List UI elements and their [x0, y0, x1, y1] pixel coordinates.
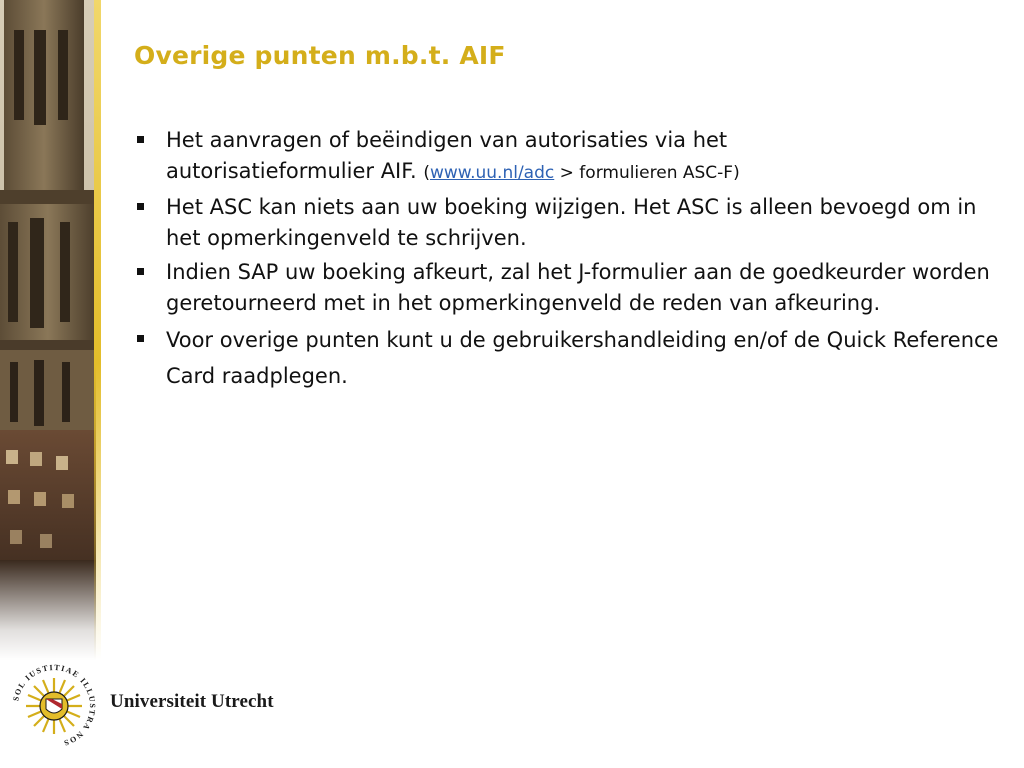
bullet-square-icon — [137, 268, 144, 275]
bullet-square-icon — [137, 335, 144, 342]
university-name: Universiteit Utrecht — [110, 691, 274, 712]
slide-title: Overige punten m.b.t. AIF — [134, 41, 506, 70]
bullet-list — [134, 125, 1004, 397]
bullet-item-sap — [134, 257, 1004, 319]
seal-text: SOL IUSTITIAE ILLUSTRA NOS — [11, 662, 98, 748]
bullet-text: Het ASC kan niets aan uw boeking wijzigen. Het ASC is alleen bevoegd om in het opmerkingenveld te schrijven. — [166, 195, 977, 250]
bullet-item-overige — [134, 322, 1004, 394]
link-suffix: > formulieren ASC-F) — [554, 163, 740, 183]
photo-fade — [0, 560, 96, 660]
bullet-text: Indien SAP uw boeking afkeurt, zal het J-formulier aan de goedkeurder worden geretourneerd met in het opmerkingenveld de reden van afkeuring. — [166, 260, 990, 315]
adc-link[interactable]: www.uu.nl/adc — [429, 163, 555, 183]
gold-accent-bar — [94, 0, 101, 660]
bullet-item-autorisaties — [134, 125, 1004, 189]
bullet-text: Voor overige punten kunt u de gebruikershandleiding en/of de Quick Reference Card raadplegen. — [166, 328, 999, 388]
paren-open: ( — [423, 163, 430, 183]
bullet-square-icon — [137, 136, 144, 143]
university-seal-logo — [10, 662, 98, 750]
bullet-text: autorisatieformulier AIF. — [166, 159, 424, 183]
bullet-square-icon — [137, 203, 144, 210]
bullet-text: Het aanvragen of beëindigen van autorisaties via het — [166, 128, 728, 152]
bullet-item-asc — [134, 192, 1004, 254]
